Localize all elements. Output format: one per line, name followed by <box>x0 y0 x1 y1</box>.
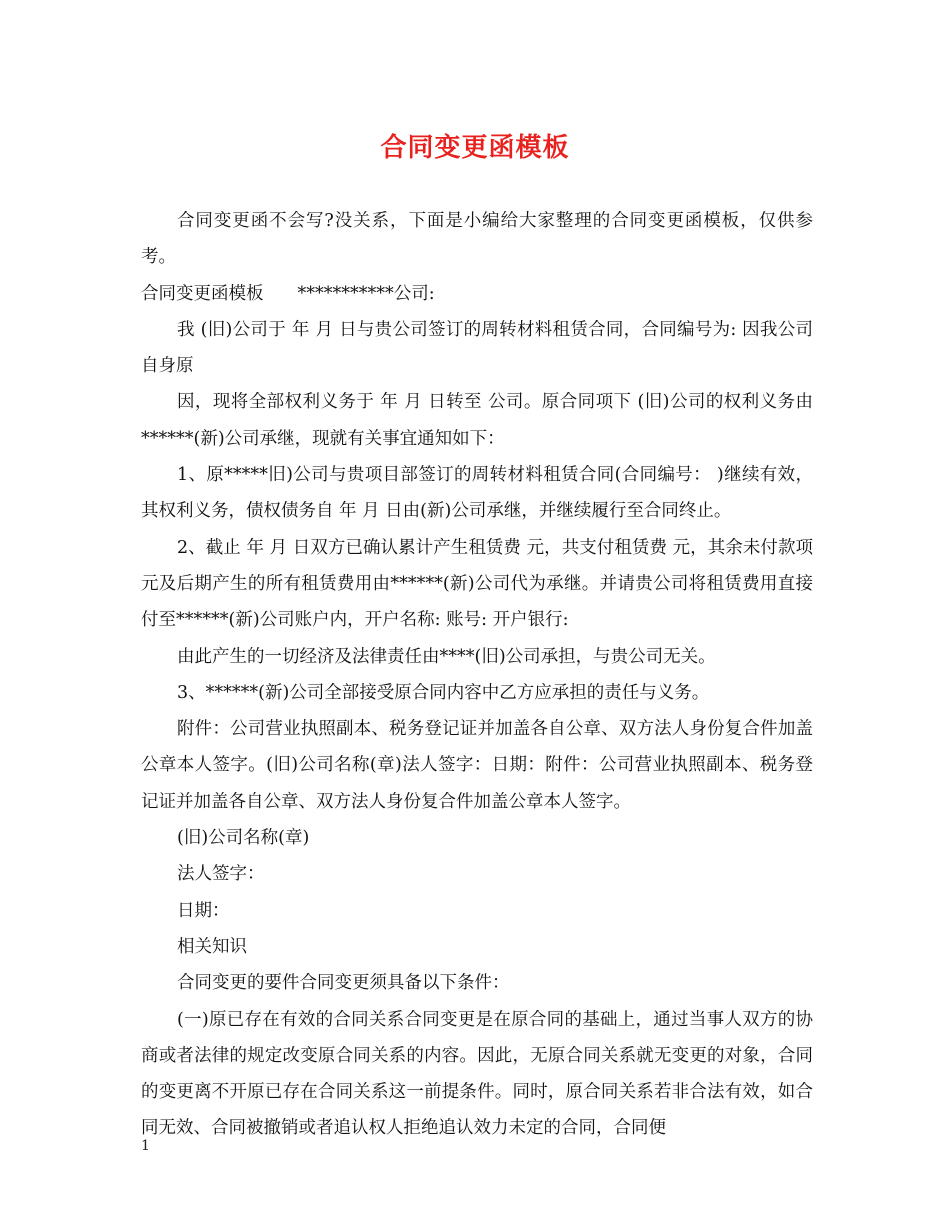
paragraph-2: 因，现将全部权利义务于 年 月 日转至 公司。原合同项下 (旧)公司的权利义务由******(新)公司承继，现就有关事宜通知如下： <box>141 392 813 449</box>
paragraph-6: 3、******(新)公司全部接受原合同内容中乙方应承担的责任与义务。 <box>177 682 710 703</box>
page-number: 1 <box>141 1138 150 1154</box>
paragraph-4: 2、截止 年 月 日双方已确认累计产生租赁费 元，共支付租赁费 元，其余未付款项 元及后期产生的所有租赁费用由******(新)公司代为承继。并请贵公司将租赁费用直接付至******(新)公司账户内，开户名称: 账号: 开户银行: <box>141 537 813 631</box>
document-title: 合同变更函模板 <box>380 133 570 163</box>
paragraph-10: 日期： <box>177 900 230 921</box>
paragraph-7: 附件：公司营业执照副本、税务登记证并加盖各自公章、双方法人身份复合件加盖公章本人签字。(旧)公司名称(章)法人签字：日期：附件：公司营业执照副本、税务登记证并加盖各自公章、双方法人身份复合件加盖公章本人签字。 <box>141 719 813 812</box>
paragraph-3: 1、原*****旧)公司与贵项目部签订的周转材料租赁合同(合同编号： )继续有效，其权利义务，债权债务自 年 月 日由(新)公司承继，并继续履行至合同终止。 <box>141 465 813 522</box>
paragraph-8: (旧)公司名称(章) <box>177 828 310 849</box>
paragraph-13: (一)原已存在有效的合同关系合同变更是在原合同的基础上，通过当事人双方的协商或者法律的规定改变原合同关系的内容。因此，无原合同关系就无变更的对象，合同的变更离不开原已存在合同关系这一前提条件。同时，原合同关系若非合法有效，如合同无效、合同被撤销或者追认权人拒绝追认效力未定的合同，合同便 <box>141 1009 813 1139</box>
intro-paragraph: 合同变更函不会写?没关系，下面是小编给大家整理的合同变更函模板，仅供参考。 <box>141 211 813 268</box>
paragraph-9: 法人签字： <box>177 864 265 885</box>
heading-line <box>141 276 813 312</box>
paragraph-1: 我 (旧)公司于 年 月 日与贵公司签订的周转材料租赁合同，合同编号为: 因我公司自身原 <box>141 319 813 377</box>
document-body <box>141 203 813 1147</box>
paragraph-12: 合同变更的要件合同变更须具备以下条件： <box>177 973 510 994</box>
paragraph-11: 相关知识 <box>177 936 247 957</box>
paragraph-5: 由此产生的一切经济及法律责任由****(旧)公司承担，与贵公司无关。 <box>177 646 716 667</box>
addressee: ***********公司: <box>297 283 435 304</box>
heading-label: 合同变更函模板 <box>141 283 264 304</box>
